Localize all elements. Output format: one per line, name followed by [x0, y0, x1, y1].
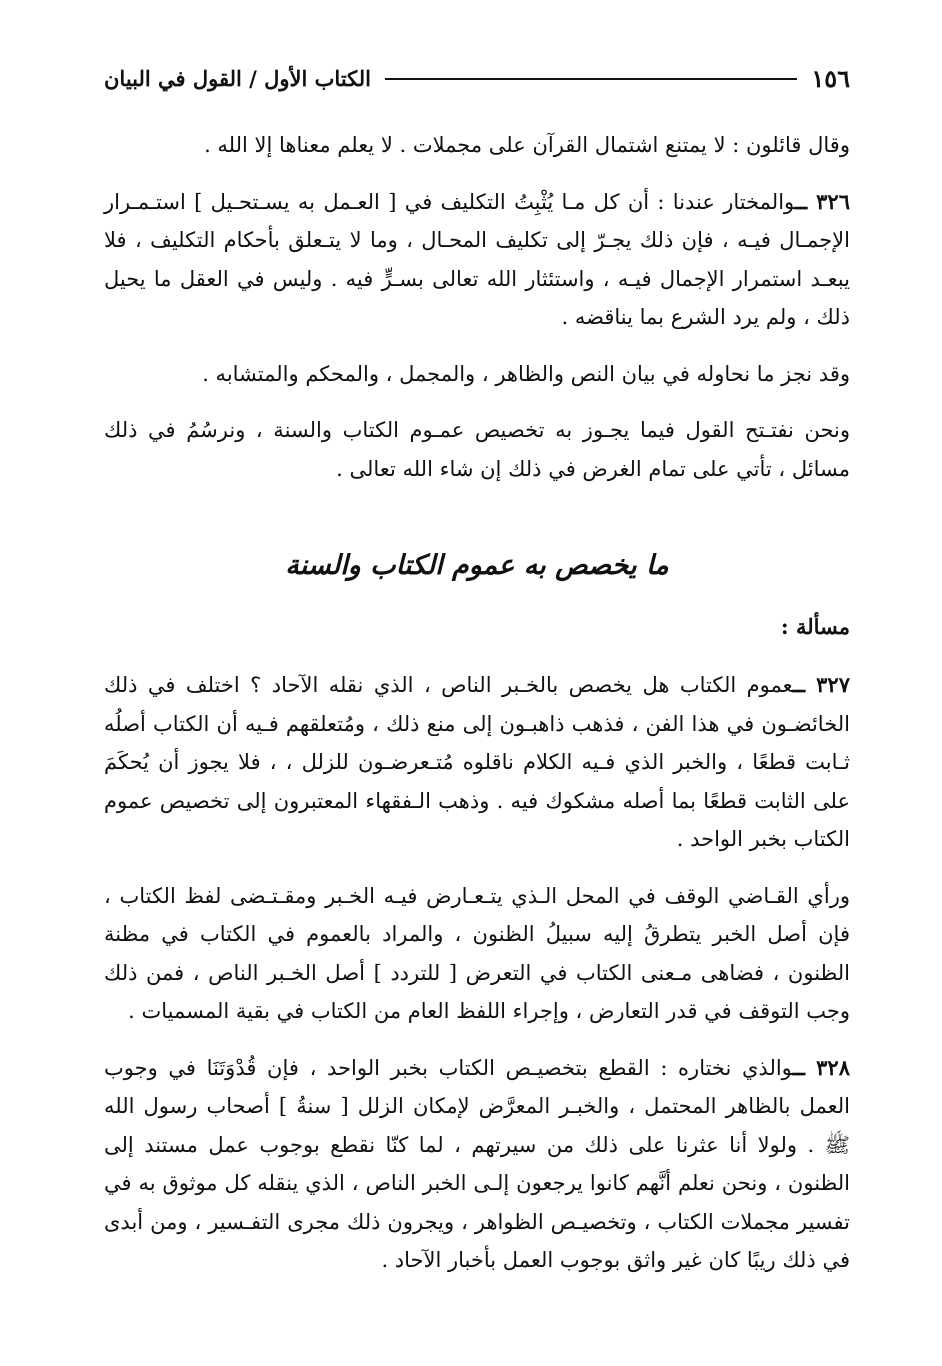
- paragraph-328: [104, 1049, 850, 1280]
- paragraph-qadi: ورأي القـاضي الوقف في المحل الـذي يتـعـارض فيـه الخـبر ومقـتـضى لفظ الكتاب ، فإن أصل الخبر يتطرقُ إليه سبيلُ الظنون ، والمراد بالعموم في الكتاب في مظنة الظنون ، فضاهى مـعنى الكتاب في التعرض [ للتردد ] أصل الخـبر الناص ، فمن ذلك وجب التوقف في قدر التعارض ، وإجراء اللفظ العام من الكتاب في بقية المسميات .: [104, 883, 850, 1023]
- paragraph-text: والذي نختاره : القطع بتخصيـص الكتاب بخبر الواحد ، فإن قُدْوَتَنَا في وجوب العمل بالظاهر المحتمل ، والخبـر المعرَّض لإمكان الزلل [ سنةُ ] أصحاب رسول الله ﷺ . ولولا أنا عثرنا على ذلك من سيرتهم ، لما كنّا نقطع بوجوب عمل مستند إلى الظنون ، ونحن نعلم أنَّهم كانوا يرجعون إلـى الخبر الناص ، الذي ينقله كل موثوق به في تفسير مجملات الكتاب ، وتخصيـص الظواهر ، ويجرون ذلك مجرى التفـسير ، ومن أبدى في ذلك ريبًا كان غير واثق بوجوب العمل بأخبار الآحاد .: [104, 1055, 850, 1272]
- paragraph-nahjuz: وقد نجز ما نحاوله في بيان النص والظاهر ، والمجمل ، والمحكم والمتشابه .: [202, 361, 850, 386]
- page-body: [104, 126, 850, 1298]
- paragraph-number: ٣٢٨ ــ: [792, 1054, 850, 1080]
- paragraph-nahnu: ونحن نفتـتح القول فيما يجـوز به تخصيص عمـوم الكتاب والسنة ، ونرسُمُ في ذلك مسائل ، تأتي على تمام الغرض في ذلك إن شاء الله تعالى .: [104, 418, 850, 481]
- paragraph-intro: وقال قائلون : لا يمتنع اشتمال القرآن على مجملات . لا يعلم معناها إلا الله .: [204, 133, 850, 157]
- header-divider: [385, 78, 797, 80]
- running-title: الكتاب الأول / القول في البيان: [104, 65, 372, 91]
- page-header: [104, 58, 850, 98]
- paragraph-number: ٣٢٧ ــ: [792, 672, 850, 697]
- masala-label: مسألة :: [780, 614, 850, 639]
- paragraph-number: ٣٢٦ ــ: [794, 188, 850, 214]
- paragraph-text: عموم الكتاب هل يخصص بالخـبر الناص ، الذي نقله الآحاد ؟ اختلف في ذلك الخائضـون في هذا الفن ، فذهب ذاهبـون إلى منع ذلك ، ومُتعلقهم فـيه أن الكتاب أصلُه ثـابت قطعًا ، والخبر الذي فـيه الكلام ناقلوه مُتـعرضـون للزلل ، ، فلا يجوز أن يُحكَمَ على الثابت قطعًا بما أصله مشكوك فيه . وذهب الـفقهاء المعتبرون إلى تخصيص عموم الكتاب بخبر الواحد .: [104, 673, 850, 851]
- page-number: ١٥٦: [811, 63, 850, 93]
- section-title: ما يخصص به عموم الكتاب والسنة: [285, 550, 669, 581]
- paragraph-326: [104, 183, 850, 337]
- paragraph-327: [104, 666, 850, 859]
- paragraph-text: والمختار عندنا : أن كل مـا يُثْبِتُ التكليف في [ العـمل به يسـتحـيل ] استـمـرار الإجمـال فيـه ، فإن ذلك يجـرّ إلى تكليف المحـال ، وما لا يتـعلق بأحكام التكليف ، فلا يبعـد استمرار الإجمال فيـه ، واستئثار الله تعالى بسـرٍّ فيه . وليس في العقل ما يحيل ذلك ، ولم يرد الشرع بما يناقضه .: [104, 189, 850, 329]
